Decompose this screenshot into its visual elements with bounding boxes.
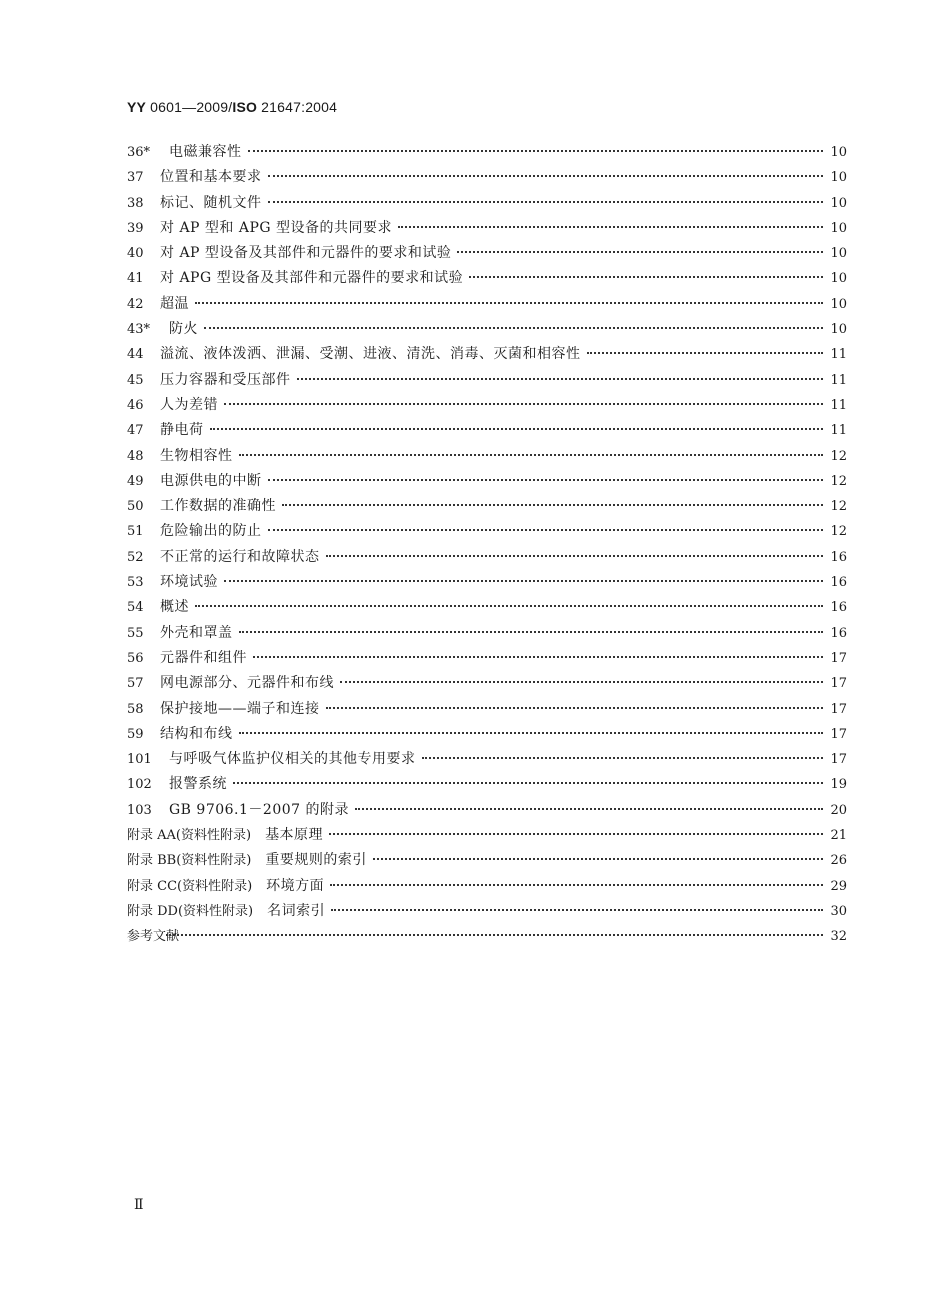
toc-entry-title: 外壳和罩盖 xyxy=(160,624,233,641)
dot-leader xyxy=(195,602,823,607)
toc-entry-title: 标记、随机文件 xyxy=(160,194,262,211)
dot-leader xyxy=(268,172,824,177)
toc-entry-page: 10 xyxy=(830,170,847,186)
toc-entry[interactable] xyxy=(127,823,847,848)
toc-entry-title: 对 APG 型设备及其部件和元器件的要求和试验 xyxy=(160,270,464,287)
toc-entry-page: 11 xyxy=(830,423,847,439)
toc-entry-title: 对 AP 型设备及其部件和元器件的要求和试验 xyxy=(160,245,452,262)
dot-leader xyxy=(233,779,823,784)
dot-leader xyxy=(224,577,823,582)
toc-entry-number: 53 xyxy=(127,575,144,591)
dot-leader xyxy=(224,400,823,405)
dot-leader xyxy=(248,147,824,152)
toc-entry-number: 36* xyxy=(127,145,151,160)
toc-entry[interactable] xyxy=(127,469,847,494)
toc-entry-page: 17 xyxy=(830,676,847,692)
toc-entry-number: 47 xyxy=(127,423,144,439)
toc-entry-number: 57 xyxy=(127,676,144,692)
toc-entry-title: 工作数据的准确性 xyxy=(160,498,276,515)
toc-entry[interactable] xyxy=(127,545,847,570)
toc-entry-number: 38 xyxy=(127,195,144,211)
toc-entry-title: 名词索引 xyxy=(267,902,326,919)
toc-entry[interactable] xyxy=(127,266,847,291)
dot-leader xyxy=(373,855,823,860)
toc-entry-number: 44 xyxy=(127,347,144,363)
dot-leader xyxy=(340,678,823,683)
toc-entry-page: 16 xyxy=(830,600,847,616)
dot-leader xyxy=(210,425,824,430)
toc-entry-title: 概述 xyxy=(160,599,189,616)
toc-entry-page: 30 xyxy=(830,903,847,919)
toc-entry-title: 环境方面 xyxy=(266,877,325,894)
toc-entry-number: 56 xyxy=(127,650,144,666)
toc-entry-number: 51 xyxy=(127,524,144,540)
toc-entry-title: 溢流、液体泼洒、泄漏、受潮、进液、清洗、消毒、灭菌和相容性 xyxy=(160,346,581,363)
toc-entry[interactable] xyxy=(127,292,847,317)
toc-entry-number: 101 xyxy=(127,752,152,768)
toc-entry-title: 与呼吸气体监护仪相关的其他专用要求 xyxy=(169,751,416,768)
toc-entry-page: 17 xyxy=(830,752,847,768)
toc-entry-number: 48 xyxy=(127,448,144,464)
toc-entry-title: 压力容器和受压部件 xyxy=(160,371,291,388)
dot-leader xyxy=(330,881,823,886)
toc-entry-title: 基本原理 xyxy=(265,827,324,844)
dot-leader xyxy=(331,906,823,911)
toc-entry-page: 17 xyxy=(830,726,847,742)
toc-entry-number: 41 xyxy=(127,271,144,287)
toc-entry-number: 59 xyxy=(127,726,144,742)
toc-entry-title: 静电荷 xyxy=(160,422,204,439)
toc-entry-page: 12 xyxy=(830,499,847,515)
toc-entry-number: 40 xyxy=(127,246,144,262)
dot-leader xyxy=(204,324,823,329)
toc-entry-number: 49 xyxy=(127,473,144,489)
toc-entry-number: 43* xyxy=(127,322,151,338)
toc-entry-title: 元器件和组件 xyxy=(160,649,247,666)
dot-leader xyxy=(329,830,823,835)
toc-entry-number: 52 xyxy=(127,549,144,565)
toc-entry-title: 危险输出的防止 xyxy=(160,523,262,540)
toc-entry[interactable] xyxy=(127,444,847,469)
toc-entry-page: 11 xyxy=(830,372,847,388)
dot-leader xyxy=(253,653,823,658)
toc-entry-page: 19 xyxy=(830,777,847,793)
table-of-contents xyxy=(127,140,847,950)
toc-entry-number: 附录 AA(资料性附录) xyxy=(127,828,252,844)
toc-entry-title: 对 AP 型和 APG 型设备的共同要求 xyxy=(160,219,393,236)
toc-entry[interactable] xyxy=(127,848,847,873)
toc-entry-title: 报警系统 xyxy=(169,776,227,793)
toc-entry-title: 网电源部分、元器件和布线 xyxy=(160,675,334,692)
standard-code-iso: ISO xyxy=(232,99,258,115)
toc-entry[interactable] xyxy=(127,595,847,620)
toc-entry-page: 26 xyxy=(830,853,847,869)
toc-entry[interactable] xyxy=(127,899,847,924)
toc-entry-page: 16 xyxy=(830,549,847,565)
dot-leader xyxy=(239,628,824,633)
toc-entry-page: 11 xyxy=(830,347,847,363)
toc-entry-title: 电源供电的中断 xyxy=(160,472,262,489)
toc-entry-page: 10 xyxy=(830,271,847,287)
toc-entry[interactable] xyxy=(127,241,847,266)
toc-entry[interactable] xyxy=(127,494,847,519)
toc-entry[interactable] xyxy=(127,418,847,443)
toc-entry-title: 超温 xyxy=(160,295,189,312)
toc-entry-page: 10 xyxy=(830,145,847,160)
toc-entry-number: 附录 CC(资料性附录) xyxy=(127,878,253,894)
toc-entry-number: 参考文献 xyxy=(127,929,180,945)
toc-entry-page: 29 xyxy=(830,878,847,894)
toc-entry-page: 10 xyxy=(830,296,847,312)
dot-leader xyxy=(268,526,824,531)
toc-entry-title: 结构和布线 xyxy=(160,725,233,742)
toc-entry-title: 环境试验 xyxy=(160,574,218,591)
toc-entry[interactable] xyxy=(127,722,847,747)
dot-leader xyxy=(166,931,823,936)
standard-code-yy: YY xyxy=(127,99,147,115)
dot-leader xyxy=(239,451,824,456)
toc-entry-page: 12 xyxy=(830,448,847,464)
toc-entry[interactable] xyxy=(127,646,847,671)
toc-entry-title: 生物相容性 xyxy=(160,447,233,464)
toc-entry[interactable] xyxy=(127,798,847,823)
toc-entry-number: 50 xyxy=(127,499,144,515)
dot-leader xyxy=(268,476,824,481)
toc-entry[interactable] xyxy=(127,191,847,216)
toc-entry[interactable] xyxy=(127,697,847,722)
toc-entry-number: 102 xyxy=(127,777,152,793)
dot-leader xyxy=(326,552,824,557)
toc-entry-title: 电磁兼容性 xyxy=(169,144,242,160)
toc-entry-number: 附录 BB(资料性附录) xyxy=(127,853,252,869)
toc-entry-number: 45 xyxy=(127,372,144,388)
toc-entry-number: 54 xyxy=(127,600,144,616)
toc-entry[interactable] xyxy=(127,342,847,367)
toc-entry-title: 位置和基本要求 xyxy=(160,169,262,186)
dot-leader xyxy=(195,299,823,304)
toc-entry-title: 人为差错 xyxy=(160,396,218,413)
toc-entry[interactable] xyxy=(127,874,847,899)
toc-entry-number: 37 xyxy=(127,170,144,186)
dot-leader xyxy=(355,805,823,810)
dot-leader xyxy=(422,754,824,759)
toc-entry-page: 10 xyxy=(830,246,847,262)
dot-leader xyxy=(469,273,823,278)
dot-leader xyxy=(587,349,824,354)
toc-entry-title: GB 9706.1－2007 的附录 xyxy=(169,801,349,818)
toc-entry-number: 46 xyxy=(127,397,144,413)
toc-entry[interactable] xyxy=(127,570,847,595)
toc-entry-page: 17 xyxy=(830,701,847,717)
toc-entry-page: 10 xyxy=(830,195,847,211)
dot-leader xyxy=(297,375,824,380)
toc-entry-page: 17 xyxy=(830,650,847,666)
standard-code-iso-number: 21647:2004 xyxy=(261,99,338,115)
toc-entry[interactable] xyxy=(127,621,847,646)
toc-entry-page: 11 xyxy=(830,397,847,413)
toc-entry[interactable] xyxy=(127,924,847,949)
toc-entry-number: 103 xyxy=(127,802,152,818)
toc-entry[interactable] xyxy=(127,772,847,797)
dot-leader xyxy=(326,704,824,709)
toc-entry[interactable] xyxy=(127,747,847,772)
toc-entry-number: 39 xyxy=(127,220,144,236)
dot-leader xyxy=(268,198,824,203)
dot-leader xyxy=(457,248,823,253)
toc-entry-title: 防火 xyxy=(169,321,198,338)
toc-entry-page: 16 xyxy=(830,625,847,641)
dot-leader xyxy=(282,501,823,506)
toc-entry-number: 55 xyxy=(127,625,144,641)
toc-entry[interactable] xyxy=(127,216,847,241)
toc-entry-page: 12 xyxy=(830,524,847,540)
toc-entry-title: 保护接地——端子和连接 xyxy=(160,700,320,717)
toc-entry[interactable] xyxy=(127,140,847,165)
dot-leader xyxy=(239,729,824,734)
toc-entry[interactable] xyxy=(127,165,847,190)
toc-entry-number: 附录 DD(资料性附录) xyxy=(127,903,254,919)
dot-leader xyxy=(398,223,823,228)
toc-entry-page: 12 xyxy=(830,473,847,489)
toc-entry[interactable] xyxy=(127,368,847,393)
toc-entry-page: 10 xyxy=(830,220,847,236)
toc-entry-page: 32 xyxy=(830,929,847,945)
toc-entry[interactable] xyxy=(127,393,847,418)
toc-entry-title: 重要规则的索引 xyxy=(265,852,367,869)
standard-code-number: 0601—2009/ xyxy=(150,99,233,115)
document-header xyxy=(127,99,337,115)
toc-entry[interactable] xyxy=(127,671,847,696)
toc-entry-page: 10 xyxy=(830,322,847,338)
toc-entry[interactable] xyxy=(127,519,847,544)
toc-entry-title: 不正常的运行和故障状态 xyxy=(160,548,320,565)
page-number: Ⅱ xyxy=(134,1197,144,1213)
toc-entry-number: 58 xyxy=(127,701,144,717)
toc-entry-page: 20 xyxy=(830,802,847,818)
toc-entry-number: 42 xyxy=(127,296,144,312)
toc-entry[interactable] xyxy=(127,317,847,342)
toc-entry-page: 21 xyxy=(830,828,847,844)
toc-entry-page: 16 xyxy=(830,575,847,591)
